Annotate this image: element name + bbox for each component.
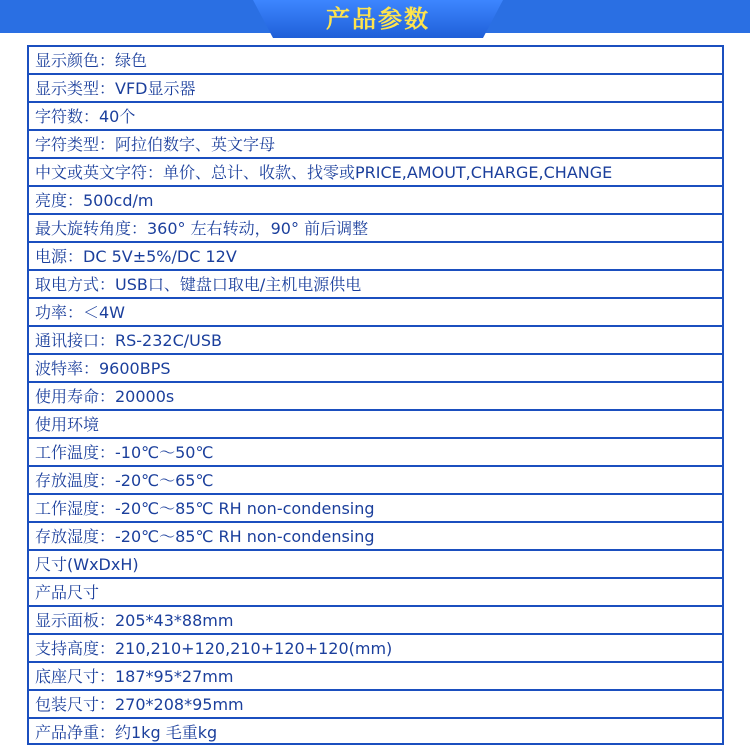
spec-row-interface: 通讯接口：RS-232C/USB: [29, 327, 722, 355]
page-title: 产品参数: [326, 5, 430, 33]
spec-row-package-size: 包装尺寸：270*208*95mm: [29, 691, 722, 719]
spec-row-op-temp: 工作温度：-10℃～50℃: [29, 439, 722, 467]
spec-row-power-rating: 功率：＜4W: [29, 299, 722, 327]
spec-row-labels: 中文或英文字符：单价、总计、收款、找零或PRICE,AMOUT,CHARGE,CHANGE: [29, 159, 722, 187]
spec-row-display-color: 显示颜色：绿色: [29, 47, 722, 75]
spec-row-storage-temp: 存放温度：-20℃～65℃: [29, 467, 722, 495]
spec-row-char-count: 字符数：40个: [29, 103, 722, 131]
spec-row-weight: 产品净重：约1kg 毛重kg: [35, 723, 218, 742]
spec-row-panel-size: 显示面板：205*43*88mm: [29, 607, 722, 635]
spec-row-baud-rate: 波特率：9600BPS: [29, 355, 722, 383]
spec-row-support-height: 支持高度：210,210+120,210+120+120(mm): [29, 635, 722, 663]
spec-row-op-humidity: 工作湿度：-20℃～85℃ RH non-condensing: [29, 495, 722, 523]
spec-row-storage-humidity: 存放湿度：-20℃～85℃ RH non-condensing: [29, 523, 722, 551]
spec-row-rotation: 最大旋转角度：360° 左右转动，90° 前后调整: [29, 215, 722, 243]
spec-row-product-size: 产品尺寸: [29, 579, 722, 607]
spec-table: [27, 45, 724, 745]
spec-row-dimensions: 尺寸(WxDxH): [29, 551, 722, 579]
spec-row-lifetime: 使用寿命：20000s: [29, 383, 722, 411]
spec-row-char-type: 字符类型：阿拉伯数字、英文字母: [29, 131, 722, 159]
spec-row-display-type: 显示类型：VFD显示器: [29, 75, 722, 103]
spec-row-brightness: 亮度：500cd/m: [29, 187, 722, 215]
spec-row-environment: 使用环境: [29, 411, 722, 439]
spec-row-power-supply: 电源：DC 5V±5%/DC 12V: [29, 243, 722, 271]
spec-row-power-source: 取电方式：USB口、键盘口取电/主机电源供电: [29, 271, 722, 299]
spec-row-base-size: 底座尺寸：187*95*27mm: [29, 663, 722, 691]
